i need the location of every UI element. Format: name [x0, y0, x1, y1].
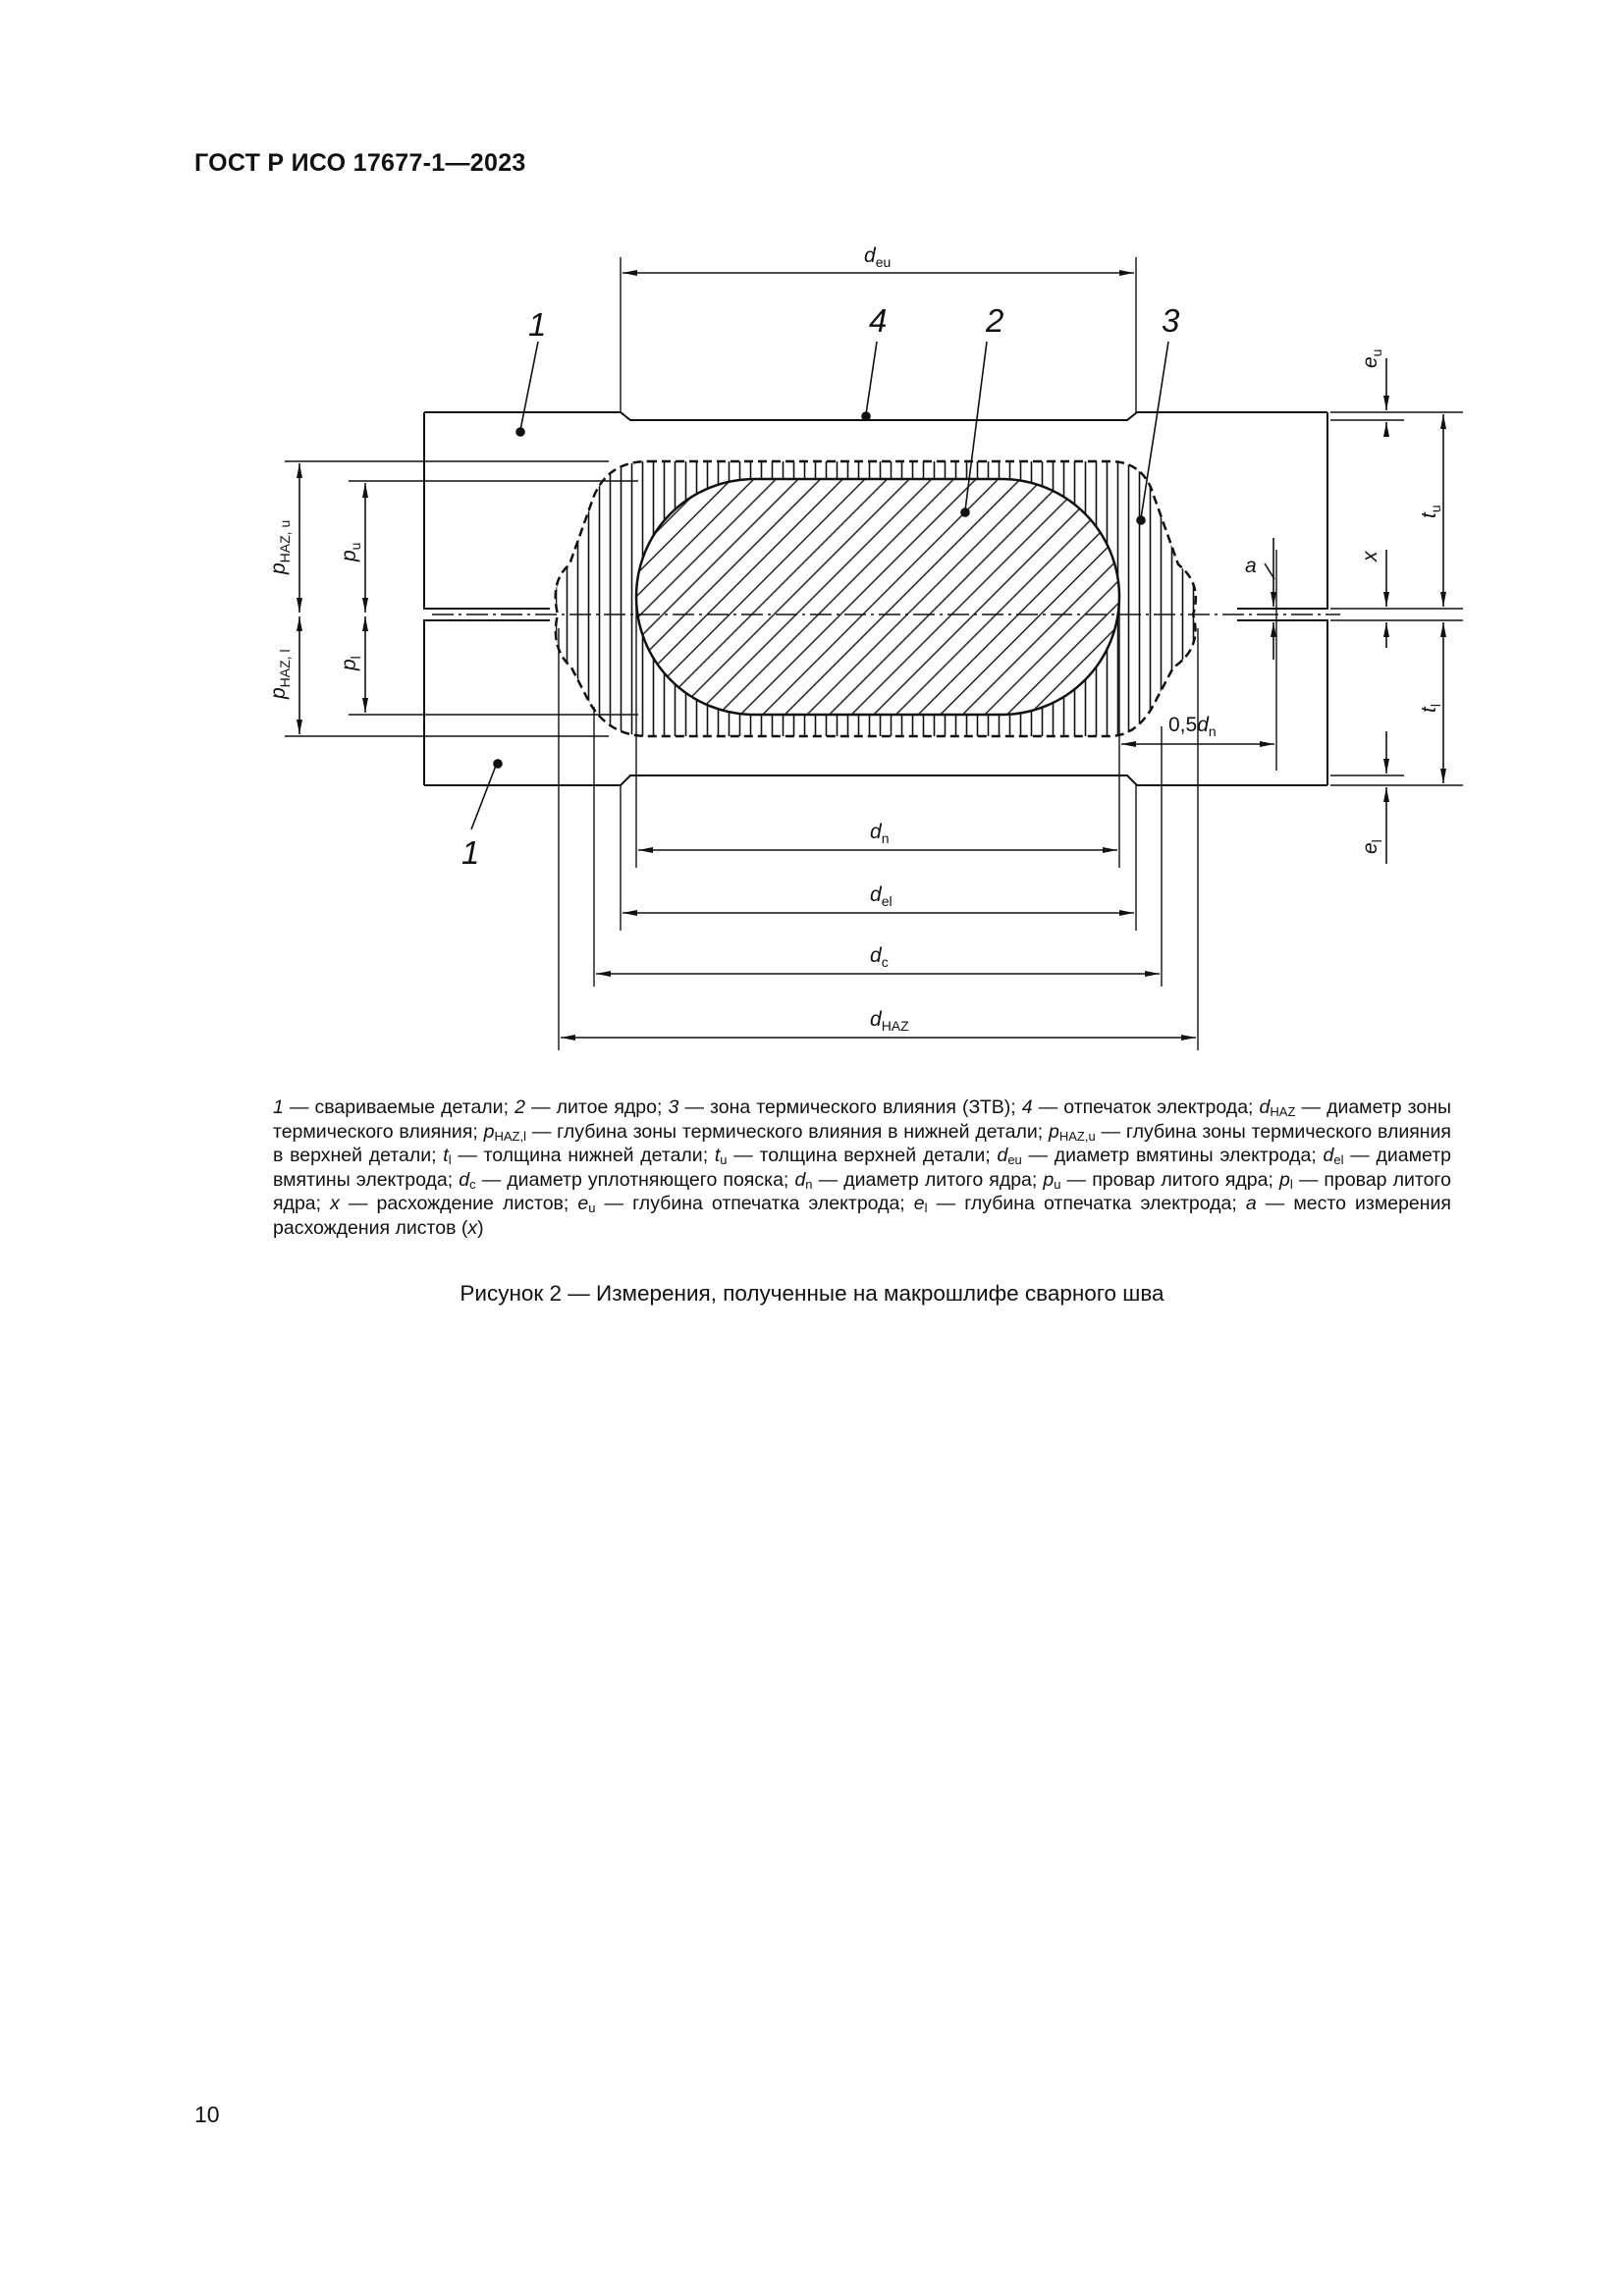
label-d-n: $d_n$	[870, 821, 890, 846]
legend-sub: eu	[1007, 1152, 1022, 1167]
legend-text: — глубина зоны термического влияния в нижней детали;	[526, 1120, 1050, 1143]
legend-var: t	[714, 1145, 721, 1166]
legend-key-4: 4	[1021, 1096, 1033, 1118]
legend-sub: c	[469, 1176, 476, 1192]
legend-sub: l	[1289, 1176, 1293, 1192]
legend-sub: u	[720, 1152, 728, 1167]
legend-var: d	[997, 1145, 1008, 1166]
figure-caption: Рисунок 2 — Измерения, полученные на макрошлифе сварного шва	[460, 1281, 1164, 1306]
legend-key-1: 1	[273, 1096, 284, 1118]
legend-var: p	[1278, 1168, 1290, 1191]
legend-text: — отпечаток электрода;	[1032, 1096, 1260, 1118]
legend-var: p	[1049, 1120, 1059, 1143]
legend-var: x	[330, 1193, 340, 1214]
label-d-el: $d_{el}$	[870, 883, 893, 909]
callout-1-bottom: 1	[461, 834, 480, 871]
legend-text: — толщина верхней детали;	[727, 1145, 998, 1166]
callout-2: 2	[986, 302, 1004, 339]
label-p-haz-u: $p_{HAZ, u}$	[267, 519, 293, 574]
legend-text: — провар литого ядра;	[1060, 1168, 1279, 1191]
label-t-l: $t_l$	[1418, 704, 1443, 713]
legend-text: — зона термического влияния (ЗТВ);	[678, 1096, 1022, 1118]
legend-text: — глубина отпечатка электрода;	[595, 1193, 914, 1214]
legend-text: — диаметр вмятины электрода;	[1021, 1145, 1324, 1166]
legend-text: — провар литого ядра;	[273, 1168, 1451, 1214]
legend-text: — диаметр вмятины электрода;	[273, 1145, 1451, 1191]
legend-sub: l	[924, 1201, 928, 1215]
legend-sub: HAZ,u	[1058, 1128, 1096, 1144]
legend-var: t	[443, 1145, 449, 1166]
label-d-eu: $d_{eu}$	[864, 244, 892, 270]
legend-key-3: 3	[668, 1096, 679, 1118]
label-x: x	[1359, 551, 1381, 561]
page-number: 10	[194, 2102, 220, 2127]
legend-text: — глубина отпечатка электрода;	[927, 1193, 1246, 1214]
legend-sub: u	[588, 1201, 596, 1215]
legend-sub: u	[1054, 1176, 1061, 1192]
callout-3: 3	[1162, 302, 1180, 339]
legend-sub: HAZ	[1270, 1104, 1296, 1119]
legend-sub: el	[1333, 1152, 1344, 1167]
legend-text: — толщина нижней детали;	[451, 1145, 715, 1166]
legend-var: d	[1259, 1096, 1271, 1118]
legend-text: — литое ядро;	[524, 1096, 669, 1118]
legend-text: — расхождение листов;	[339, 1193, 578, 1214]
legend-text: — диаметр зоны термического влияния;	[273, 1096, 1451, 1143]
label-p-haz-l: $p_{HAZ, l}$	[267, 649, 293, 699]
legend-var: x	[467, 1216, 478, 1239]
legend-text: )	[477, 1216, 484, 1239]
label-p-l: $p_l$	[338, 656, 363, 670]
label-e-u: $e_u$	[1359, 348, 1384, 368]
legend-var: p	[483, 1120, 495, 1143]
label-half-dn: $0,5d_n$	[1168, 714, 1217, 739]
legend-var: p	[1043, 1168, 1055, 1191]
legend-sub: n	[805, 1176, 813, 1192]
weld-macrosection-figure	[0, 0, 1624, 1070]
legend-var: e	[577, 1193, 589, 1214]
legend-var: e	[913, 1193, 925, 1214]
label-a: a	[1245, 555, 1257, 577]
label-e-l: $e_l$	[1359, 839, 1384, 854]
legend-var: d	[794, 1168, 806, 1191]
callout-4: 4	[869, 302, 888, 339]
legend-text: — диаметр уплотняющего пояска;	[475, 1168, 795, 1191]
figure-legend	[273, 1095, 1451, 1240]
document-header: ГОСТ Р ИСО 17677-1—2023	[194, 149, 526, 177]
label-p-u: $p_u$	[338, 542, 363, 561]
callout-1-top: 1	[528, 306, 547, 343]
legend-sub: HAZ,l	[494, 1128, 526, 1144]
legend-var: d	[459, 1168, 470, 1191]
label-d-c: $d_c$	[870, 944, 889, 970]
legend-var: a	[1245, 1193, 1257, 1214]
legend-var: d	[1323, 1145, 1334, 1166]
legend-text: — глубина зоны термического влияния в верхней детали;	[273, 1120, 1451, 1166]
legend-text: — место измерения расхождения листов (	[273, 1193, 1451, 1239]
label-d-haz: $d_{HAZ}$	[870, 1008, 909, 1034]
legend-sub: l	[448, 1152, 452, 1167]
legend-key-2: 2	[514, 1096, 525, 1118]
legend-text: — диаметр литого ядра;	[812, 1168, 1044, 1191]
legend-text: — свариваемые детали;	[283, 1096, 515, 1118]
label-t-u: $t_u$	[1418, 505, 1443, 518]
